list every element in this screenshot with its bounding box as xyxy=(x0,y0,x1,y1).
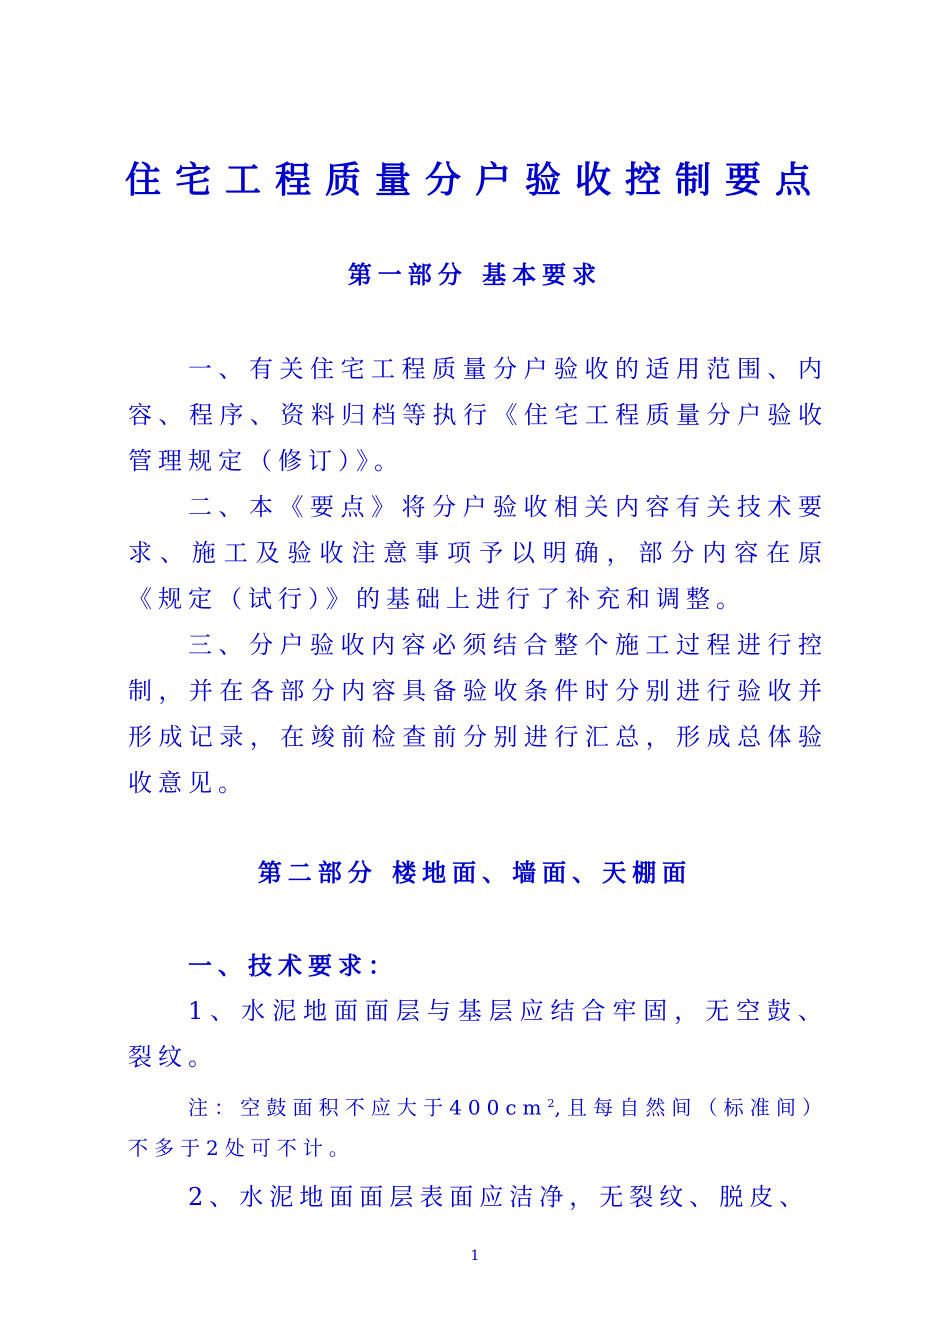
part1-paragraph-1: 一、有关住宅工程质量分户验收的适用范围、内容、程序、资料归档等执行《住宅工程质量分户验收管理规定（修订）》。 xyxy=(128,355,828,475)
part1-paragraph-2: 二、本《要点》将分户验收相关内容有关技术要求、施工及验收注意事项予以明确，部分内容在原《规定（试行）》的基础上进行了补充和调整。 xyxy=(128,493,828,613)
part1-paragraph-3: 三、分户验收内容必须结合整个施工过程进行控制，并在各部分内容具备验收条件时分别进行验收并形成记录，在竣前检查前分别进行汇总，形成总体验收意见。 xyxy=(128,631,828,797)
part2-subheading: 一、技术要求： xyxy=(188,952,398,980)
note-superscript: 2 xyxy=(547,1097,555,1110)
part2-heading: 第二部分 楼地面、墙面、天棚面 xyxy=(257,859,693,887)
note-text-end: ,且每自然间（标准间）不多于2处可不计。 xyxy=(128,1095,829,1160)
part1-heading: 第一部分 基本要求 xyxy=(347,261,603,289)
part2-item-1: 1、水泥地面面层与基层应结合牢固，无空鼓、裂纹。 xyxy=(128,997,828,1071)
page-number: 1 xyxy=(470,1248,480,1264)
note-text-start: 注：空鼓面积不应大于400cm xyxy=(188,1095,548,1120)
part2-note xyxy=(128,1084,828,1168)
document-title: 住宅工程质量分户验收控制要点 xyxy=(124,160,825,201)
part2-item-2: 2、水泥地面面层表面应洁净，无裂纹、脱皮、 xyxy=(188,1183,810,1211)
